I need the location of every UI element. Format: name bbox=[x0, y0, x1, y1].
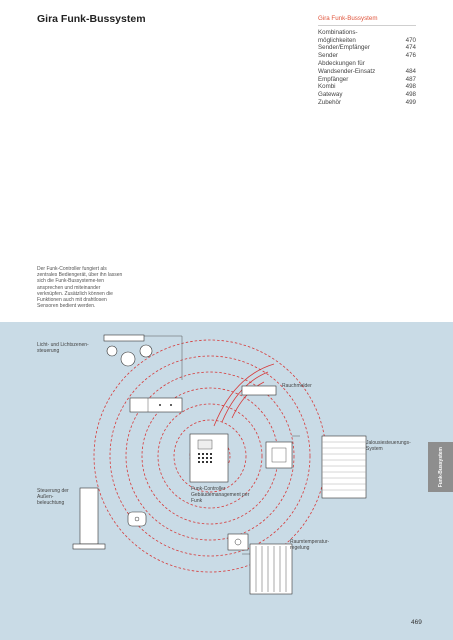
toc-item[interactable] bbox=[318, 76, 416, 84]
toc-item[interactable] bbox=[318, 91, 416, 99]
toc-item-label: Empfänger bbox=[318, 75, 349, 83]
toc-heading: Gira Funk-Bussystem bbox=[318, 15, 416, 26]
toc-item[interactable] bbox=[318, 44, 416, 52]
toc-item-page: 487 bbox=[405, 75, 416, 83]
intro-paragraph: Der Funk-Controller fungiert als zentrales Bediengerät, über ihn lassen sich die Funk-Bussysteme-ten ansprechen und miteinander verknüpfen. Zusätzlich können die Funktionen auch mit drahtlosen Sensoren bedient werden. bbox=[37, 266, 123, 310]
chapter-tab-label: Funk-Bussystem bbox=[437, 446, 444, 488]
toc-item-page: 484 bbox=[405, 67, 416, 75]
smoke-detector-icon bbox=[242, 386, 276, 395]
page-number: 469 bbox=[411, 619, 422, 626]
toc-item-page: 499 bbox=[405, 98, 416, 106]
toc-item-label: Kombinations-möglichkeiten bbox=[318, 28, 358, 44]
toc-item-page: 474 bbox=[405, 44, 416, 52]
page-title: Gira Funk-Bussystem bbox=[37, 13, 146, 25]
toc-item[interactable] bbox=[318, 83, 416, 91]
label-outdoor-lighting: Steuerung der Außen-beleuchtung bbox=[37, 488, 69, 506]
toc-item-page: 498 bbox=[405, 83, 416, 91]
toc-item-page: 470 bbox=[405, 36, 416, 44]
thermostat-icon bbox=[228, 534, 248, 550]
label-light-control: Licht- und Lichtszenen-steuerung bbox=[37, 342, 89, 354]
spotlight-track-icon bbox=[104, 335, 152, 366]
system-diagram bbox=[0, 322, 453, 640]
toc-item-label: Abdeckungen für Wandsender-Einsatz bbox=[318, 59, 376, 75]
outdoor-light-icon bbox=[73, 488, 105, 549]
label-blinds-system: Jalousiesteuerungs-System bbox=[366, 440, 411, 452]
toc-item[interactable] bbox=[318, 60, 416, 76]
label-funk-controller: Funk-Controller Gebäudemanagement per Funk bbox=[191, 486, 250, 504]
toc-item[interactable] bbox=[318, 29, 416, 45]
label-smoke-detector: Rauchmelder bbox=[282, 383, 312, 389]
key-transmitter-icon bbox=[128, 512, 146, 526]
toc-item-label: Gateway bbox=[318, 91, 343, 99]
toc-item-label: Zubehör bbox=[318, 98, 342, 106]
diagram-graphic bbox=[0, 322, 453, 640]
toc-item-label: Sender bbox=[318, 52, 338, 60]
toc-item-page: 498 bbox=[405, 91, 416, 99]
toc-item[interactable] bbox=[318, 99, 416, 107]
label-room-temperature: Raumtemperatur-regelung bbox=[290, 539, 330, 551]
toc-item-page: 476 bbox=[405, 52, 416, 60]
table-of-contents bbox=[318, 15, 416, 107]
funk-controller-icon bbox=[190, 434, 228, 482]
toc-item-label: Kombi bbox=[318, 83, 336, 91]
toc-item[interactable] bbox=[318, 52, 416, 60]
radiator-icon bbox=[250, 544, 292, 594]
wall-transmitter-icon bbox=[266, 442, 292, 468]
switch-actuator-icon bbox=[130, 398, 182, 412]
chapter-tab[interactable] bbox=[428, 442, 453, 492]
blinds-icon bbox=[322, 436, 366, 498]
toc-item-label: Sender/Empfänger bbox=[318, 44, 370, 52]
